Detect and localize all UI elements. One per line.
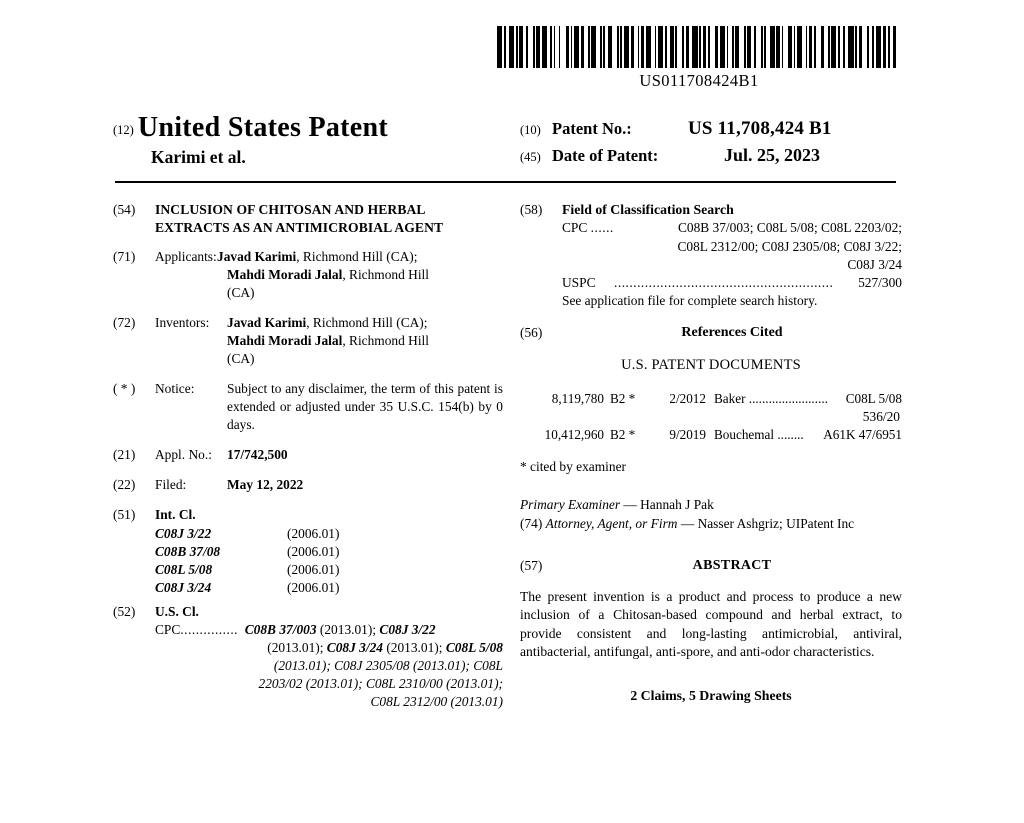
field-code-52: (52) bbox=[113, 603, 136, 619]
uspc-dots: ......................................................... bbox=[614, 275, 834, 291]
field-int-cl bbox=[113, 506, 503, 597]
classification-cpc-row bbox=[562, 219, 902, 274]
field-code-72: (72) bbox=[113, 315, 136, 331]
field-invention-title bbox=[113, 201, 503, 236]
applicant-2-address: , Richmond Hill bbox=[342, 267, 429, 283]
search-history-note: See application file for complete search history. bbox=[562, 293, 818, 309]
filed-label: Filed: bbox=[155, 476, 187, 492]
reference-patent-number: 8,119,780 bbox=[551, 391, 604, 407]
us-cl-ed-2: (2013.01); bbox=[267, 639, 327, 655]
notice-label: Notice: bbox=[155, 381, 195, 397]
inventor-2-country: (CA) bbox=[227, 351, 255, 367]
us-cl-code-2: C08J 3/22 bbox=[379, 621, 436, 637]
int-cl-list bbox=[155, 525, 503, 597]
reference-patent-number: 10,412,960 bbox=[544, 426, 604, 442]
cpc-line-3: C08J 3/24 bbox=[847, 256, 902, 272]
us-cl-body bbox=[155, 603, 503, 712]
appl-no-value: 17/742,500 bbox=[227, 446, 288, 462]
inventor-1-name: Javad Karimi bbox=[227, 315, 307, 331]
references-cited-title: References Cited bbox=[681, 325, 783, 341]
us-cl-line-1 bbox=[155, 621, 503, 639]
field-code-51: (51) bbox=[113, 506, 136, 522]
references-list bbox=[520, 390, 902, 444]
reference-row bbox=[520, 390, 902, 408]
int-cl-edition: (2006.01) bbox=[287, 525, 340, 541]
invention-title: INCLUSION OF CHITOSAN AND HERBAL EXTRACTS AS AN ANTIMICROBIAL AGENT bbox=[155, 202, 444, 235]
us-cl-code-1: C08B 37/003 bbox=[244, 621, 317, 637]
inventor-2-address: , Richmond Hill bbox=[342, 333, 429, 349]
field-code-21: (21) bbox=[113, 446, 136, 462]
reference-classification: C08L 5/08 bbox=[845, 391, 902, 407]
barcode-block bbox=[497, 26, 901, 91]
abstract-text: The present invention is a product and process to produce a new inclusion of a Chitosan-based compound and herbal extract, to provide consistent and long-lasting antimicrobial, antiviral, antibacterial, antifungal, anti-spore, and anti-odor characteristics. bbox=[520, 589, 902, 660]
appl-no-body bbox=[155, 446, 503, 464]
inventors-label: Inventors: bbox=[155, 315, 210, 331]
primary-examiner-name: Hannah J Pak bbox=[640, 496, 714, 512]
us-cl-dots: ............... bbox=[180, 621, 239, 637]
us-cl-line-3-text: (2013.01); C08J 2305/08 (2013.01); C08L bbox=[273, 657, 503, 673]
reference-kind-code: B2 * bbox=[610, 426, 636, 442]
page-title: United States Patent bbox=[137, 112, 389, 143]
us-cl-cpc-block bbox=[155, 621, 503, 712]
inventor-1-address: , Richmond Hill (CA); bbox=[306, 315, 428, 331]
us-cl-code-4: C08L 5/08 bbox=[445, 639, 503, 655]
reference-subclass: 536/20 bbox=[862, 409, 900, 425]
us-cl-line-2 bbox=[155, 639, 503, 657]
us-patent-documents-subtitle: U.S. PATENT DOCUMENTS bbox=[621, 356, 801, 373]
applicant-line-2 bbox=[155, 266, 503, 284]
field-inventors bbox=[113, 314, 503, 368]
classification-search-body bbox=[562, 201, 902, 310]
us-cl-label: U.S. Cl. bbox=[155, 603, 199, 619]
patent-no-value: US 11,708,424 B1 bbox=[688, 118, 832, 139]
classification-cpc-values bbox=[624, 219, 902, 274]
filed-body bbox=[155, 476, 503, 494]
int-cl-row bbox=[155, 543, 503, 561]
reference-classification: A61K 47/6951 bbox=[823, 426, 902, 442]
applicant-line-1 bbox=[155, 248, 503, 266]
attorney-label: Attorney, Agent, or Firm bbox=[545, 515, 678, 531]
filed-row bbox=[155, 476, 503, 494]
primary-examiner-label: Primary Examiner bbox=[520, 496, 621, 512]
int-cl-code: C08B 37/08 bbox=[155, 543, 221, 559]
bibliography-right-column bbox=[520, 201, 902, 706]
applicant-2-name: Mahdi Moradi Jalal bbox=[227, 267, 343, 283]
field-notice bbox=[113, 380, 503, 434]
reference-row bbox=[520, 426, 902, 444]
field-code-71: (71) bbox=[113, 249, 136, 265]
appl-no-row bbox=[155, 446, 503, 464]
barcode-bar bbox=[896, 26, 901, 68]
date-of-patent-label: Date of Patent: bbox=[552, 146, 659, 165]
us-cl-line-5-text: C08L 2312/00 (2013.01) bbox=[370, 694, 503, 710]
field-code-notice: ( * ) bbox=[113, 381, 136, 397]
patent-no-label: Patent No.: bbox=[552, 119, 632, 138]
uspc-value: 527/300 bbox=[858, 275, 902, 291]
classification-uspc-row bbox=[562, 274, 902, 292]
masthead-right bbox=[520, 118, 910, 171]
inventor-line-1 bbox=[155, 314, 503, 332]
uspc-label: USPC bbox=[562, 275, 596, 291]
field-code-57: (57) bbox=[520, 558, 543, 574]
int-cl-row bbox=[155, 561, 503, 579]
cpc-line-2: C08L 2312/00; C08J 2305/08; C08J 3/22; bbox=[677, 238, 902, 254]
us-cl-code-3: C08J 3/24 bbox=[326, 639, 383, 655]
us-cl-line-5 bbox=[155, 693, 503, 711]
notice-text: Subject to any disclaimer, the term of this patent is extended or adjusted under 35 U.S.C. 154(b) by 0 days. bbox=[227, 381, 503, 432]
applicants-label: Applicants: bbox=[155, 249, 217, 265]
us-cl-ed-3: (2013.01); bbox=[382, 639, 446, 655]
reference-assignee-name: Baker ........................ bbox=[714, 391, 828, 407]
field-code-56: (56) bbox=[520, 325, 543, 341]
inventors-body bbox=[155, 314, 503, 368]
attorney-name: Nasser Ashgriz; UIPatent Inc bbox=[697, 515, 855, 531]
references-cited-header bbox=[520, 324, 902, 343]
bibliography-left-column bbox=[113, 201, 503, 724]
primary-examiner-row bbox=[520, 496, 902, 515]
field-code-58: (58) bbox=[520, 202, 543, 217]
field-code-22: (22) bbox=[113, 476, 136, 492]
int-cl-label: Int. Cl. bbox=[155, 506, 196, 522]
classification-cpc-label bbox=[562, 219, 624, 274]
reference-date: 9/2019 bbox=[669, 426, 706, 442]
us-cl-ed-1: (2013.01); bbox=[316, 621, 380, 637]
inventor-1-wrap bbox=[227, 314, 428, 332]
reference-kind-code: B2 * bbox=[610, 391, 636, 407]
inventor-2-name: Mahdi Moradi Jalal bbox=[227, 333, 343, 349]
attorney-row bbox=[520, 515, 902, 534]
notice-row bbox=[155, 380, 503, 434]
examiner-block bbox=[520, 496, 902, 534]
classification-search-label: Field of Classification Search bbox=[562, 202, 734, 217]
cpc-dots: ...... bbox=[590, 220, 614, 236]
barcode-number: US011708424B1 bbox=[639, 71, 759, 90]
attorney-dash: — bbox=[677, 515, 698, 531]
abstract-title: ABSTRACT bbox=[692, 558, 772, 574]
cpc-label-text: CPC bbox=[562, 220, 588, 236]
int-cl-code: C08J 3/24 bbox=[155, 579, 212, 595]
patent-title-row bbox=[113, 112, 513, 144]
field-us-cl bbox=[113, 603, 503, 712]
field-appl-no bbox=[113, 446, 503, 464]
field-code-54: (54) bbox=[113, 202, 136, 217]
primary-examiner-dash: — bbox=[620, 496, 641, 512]
field-code-74: (74) bbox=[520, 515, 543, 531]
us-cl-line-4-text: 2203/02 (2013.01); C08L 2310/00 (2013.01); bbox=[258, 676, 503, 692]
date-of-patent-code: (45) bbox=[520, 150, 541, 164]
reference-assignee-name: Bouchemal ........ bbox=[714, 426, 804, 442]
masthead-divider bbox=[115, 181, 896, 183]
cpc-line-1: C08B 37/003; C08L 5/08; C08L 2203/02; bbox=[677, 220, 902, 236]
barcode-image bbox=[497, 26, 901, 68]
int-cl-row bbox=[155, 579, 503, 597]
us-cl-line-3 bbox=[155, 657, 503, 675]
applicants-body bbox=[155, 248, 503, 302]
reference-date: 2/2012 bbox=[669, 391, 706, 407]
inventor-line: Karimi et al. bbox=[151, 147, 246, 167]
claims-and-sheets-line: 2 Claims, 5 Drawing Sheets bbox=[630, 688, 792, 704]
patent-number-row bbox=[520, 118, 910, 140]
applicant-1-name-wrap bbox=[217, 248, 418, 266]
appl-no-label: Appl. No.: bbox=[155, 446, 212, 462]
abstract-header bbox=[520, 557, 902, 576]
applicant-2-country: (CA) bbox=[227, 285, 255, 301]
notice-body bbox=[155, 380, 503, 434]
inventor-line-2 bbox=[155, 332, 503, 350]
filed-value: May 12, 2022 bbox=[227, 476, 304, 492]
patent-date-row bbox=[520, 145, 910, 166]
cited-by-examiner-note: * cited by examiner bbox=[520, 458, 626, 474]
applicant-1-address: , Richmond Hill (CA); bbox=[296, 249, 418, 265]
doc-kind-code: (12) bbox=[113, 123, 134, 137]
masthead-left bbox=[113, 112, 513, 168]
applicant-1-name: Javad Karimi bbox=[217, 249, 297, 265]
int-cl-code: C08L 5/08 bbox=[155, 561, 213, 577]
int-cl-edition: (2006.01) bbox=[287, 561, 340, 577]
us-cl-cpc-label: CPC bbox=[155, 621, 181, 637]
field-classification-search bbox=[520, 201, 902, 310]
us-cl-line-4 bbox=[155, 675, 503, 693]
int-cl-body bbox=[155, 506, 503, 597]
int-cl-edition: (2006.01) bbox=[287, 543, 340, 559]
field-applicants bbox=[113, 248, 503, 302]
int-cl-edition: (2006.01) bbox=[287, 579, 340, 595]
int-cl-code: C08J 3/22 bbox=[155, 525, 212, 541]
int-cl-row bbox=[155, 525, 503, 543]
masthead bbox=[0, 112, 1024, 174]
field-filed bbox=[113, 476, 503, 494]
patent-no-code: (10) bbox=[520, 123, 541, 137]
date-of-patent-value: Jul. 25, 2023 bbox=[724, 145, 821, 165]
